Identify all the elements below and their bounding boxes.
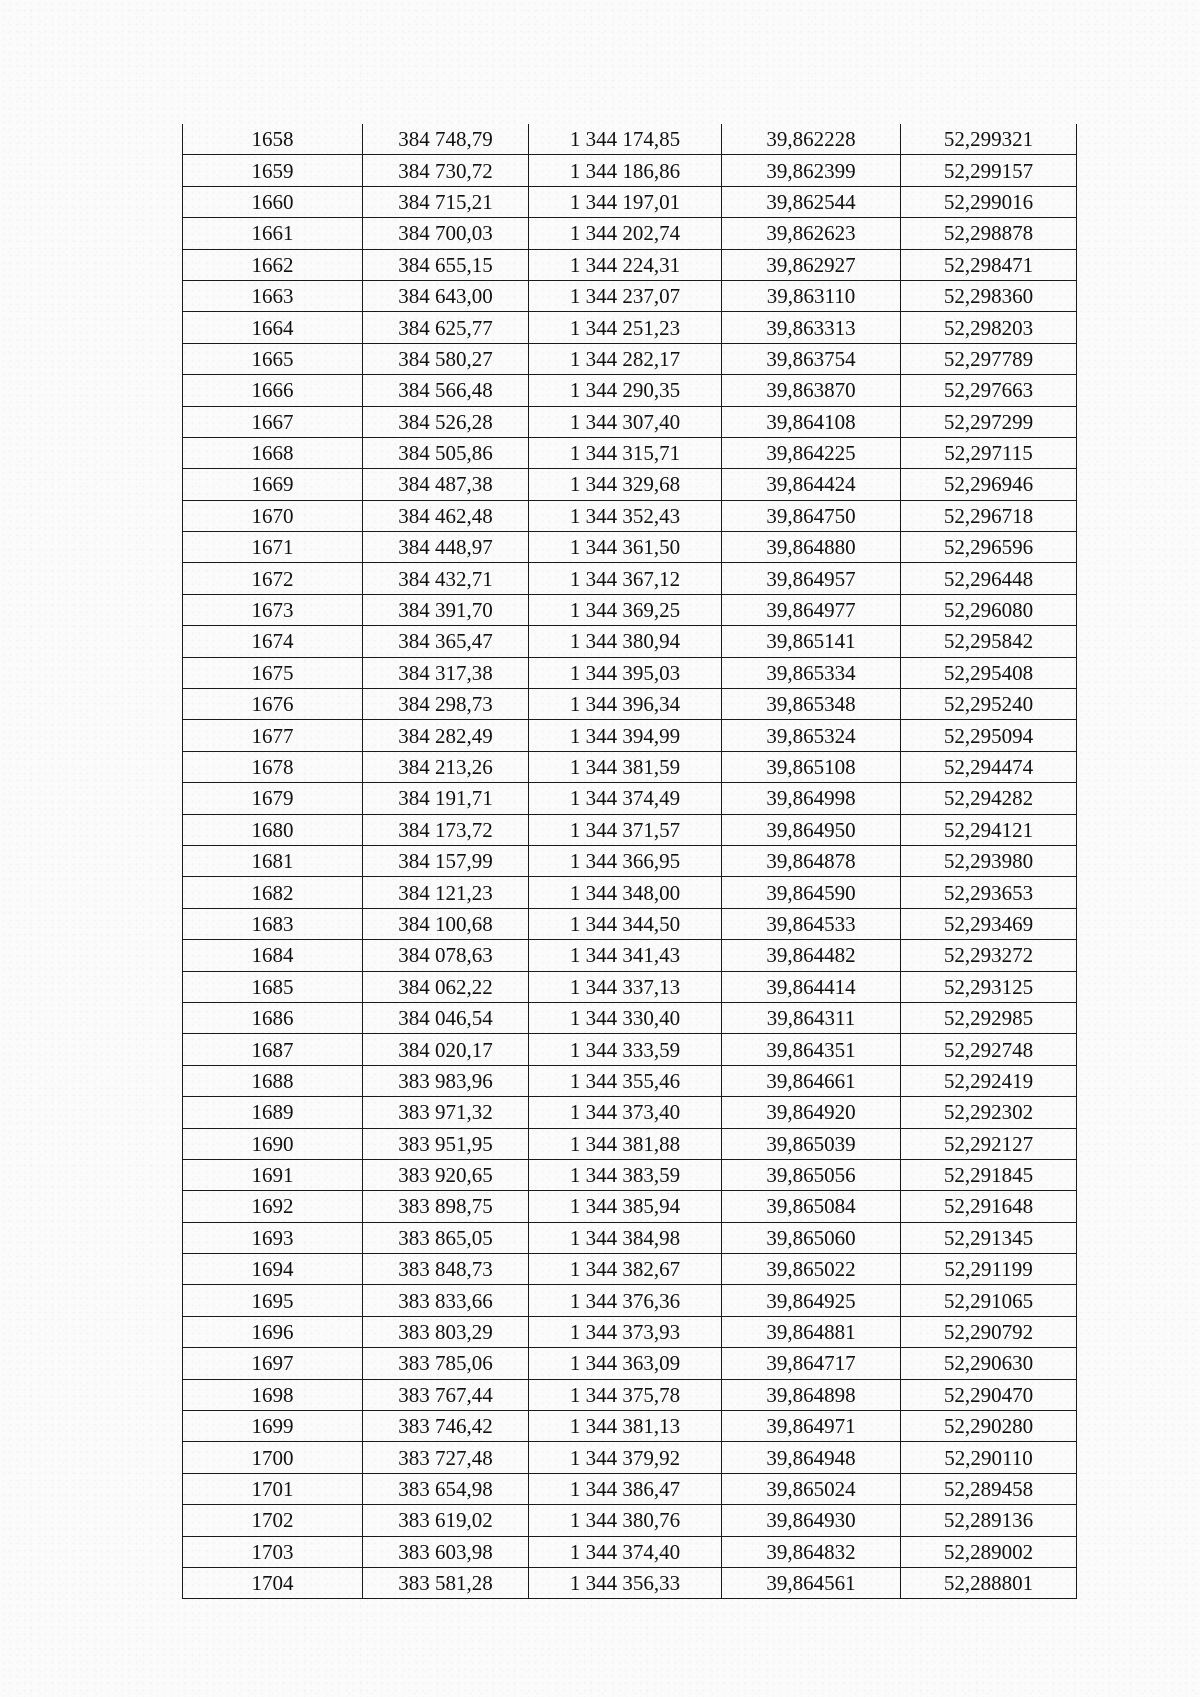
- latitude-cell: 39,864930: [722, 1505, 901, 1536]
- y-coordinate-cell: 1 344 374,49: [529, 783, 722, 814]
- y-coordinate-cell: 1 344 369,25: [529, 594, 722, 625]
- point-number-cell: 1664: [183, 312, 363, 343]
- table-row: [183, 1379, 1077, 1410]
- x-coordinate-cell: 384 505,86: [363, 437, 529, 468]
- latitude-cell: 39,865324: [722, 720, 901, 751]
- x-coordinate-cell: 384 391,70: [363, 594, 529, 625]
- y-coordinate-cell: 1 344 367,12: [529, 563, 722, 594]
- point-number-cell: 1682: [183, 877, 363, 908]
- coordinate-table: [182, 124, 1077, 1599]
- longitude-cell: 52,290792: [901, 1316, 1077, 1347]
- x-coordinate-cell: 384 100,68: [363, 908, 529, 939]
- table-row: [183, 877, 1077, 908]
- longitude-cell: 52,298203: [901, 312, 1077, 343]
- table-row: [183, 186, 1077, 217]
- table-row: [183, 1002, 1077, 1033]
- y-coordinate-cell: 1 344 382,67: [529, 1254, 722, 1285]
- y-coordinate-cell: 1 344 384,98: [529, 1222, 722, 1253]
- point-number-cell: 1673: [183, 594, 363, 625]
- y-coordinate-cell: 1 344 329,68: [529, 469, 722, 500]
- point-number-cell: 1687: [183, 1034, 363, 1065]
- latitude-cell: 39,863754: [722, 343, 901, 374]
- point-number-cell: 1658: [183, 124, 363, 155]
- y-coordinate-cell: 1 344 341,43: [529, 940, 722, 971]
- latitude-cell: 39,864424: [722, 469, 901, 500]
- y-coordinate-cell: 1 344 366,95: [529, 845, 722, 876]
- point-number-cell: 1689: [183, 1097, 363, 1128]
- latitude-cell: 39,864717: [722, 1348, 901, 1379]
- x-coordinate-cell: 383 983,96: [363, 1065, 529, 1096]
- longitude-cell: 52,290280: [901, 1411, 1077, 1442]
- point-number-cell: 1674: [183, 626, 363, 657]
- x-coordinate-cell: 384 157,99: [363, 845, 529, 876]
- y-coordinate-cell: 1 344 380,76: [529, 1505, 722, 1536]
- longitude-cell: 52,293125: [901, 971, 1077, 1002]
- latitude-cell: 39,865056: [722, 1159, 901, 1190]
- y-coordinate-cell: 1 344 395,03: [529, 657, 722, 688]
- y-coordinate-cell: 1 344 251,23: [529, 312, 722, 343]
- point-number-cell: 1665: [183, 343, 363, 374]
- x-coordinate-cell: 384 121,23: [363, 877, 529, 908]
- y-coordinate-cell: 1 344 375,78: [529, 1379, 722, 1410]
- y-coordinate-cell: 1 344 174,85: [529, 124, 722, 155]
- point-number-cell: 1688: [183, 1065, 363, 1096]
- x-coordinate-cell: 383 785,06: [363, 1348, 529, 1379]
- y-coordinate-cell: 1 344 371,57: [529, 814, 722, 845]
- longitude-cell: 52,289458: [901, 1473, 1077, 1504]
- table-row: [183, 751, 1077, 782]
- y-coordinate-cell: 1 344 290,35: [529, 375, 722, 406]
- x-coordinate-cell: 384 365,47: [363, 626, 529, 657]
- latitude-cell: 39,862927: [722, 249, 901, 280]
- x-coordinate-cell: 383 833,66: [363, 1285, 529, 1316]
- latitude-cell: 39,864880: [722, 532, 901, 563]
- latitude-cell: 39,864108: [722, 406, 901, 437]
- x-coordinate-cell: 383 581,28: [363, 1567, 529, 1598]
- x-coordinate-cell: 384 566,48: [363, 375, 529, 406]
- longitude-cell: 52,292127: [901, 1128, 1077, 1159]
- latitude-cell: 39,864957: [722, 563, 901, 594]
- x-coordinate-cell: 384 448,97: [363, 532, 529, 563]
- y-coordinate-cell: 1 344 333,59: [529, 1034, 722, 1065]
- x-coordinate-cell: 384 625,77: [363, 312, 529, 343]
- x-coordinate-cell: 384 173,72: [363, 814, 529, 845]
- x-coordinate-cell: 383 603,98: [363, 1536, 529, 1567]
- table-row: [183, 1128, 1077, 1159]
- table-row: [183, 437, 1077, 468]
- table-row: [183, 657, 1077, 688]
- point-number-cell: 1663: [183, 280, 363, 311]
- table-row: [183, 940, 1077, 971]
- longitude-cell: 52,291845: [901, 1159, 1077, 1190]
- table-row: [183, 1065, 1077, 1096]
- longitude-cell: 52,292985: [901, 1002, 1077, 1033]
- longitude-cell: 52,294474: [901, 751, 1077, 782]
- table-row: [183, 1254, 1077, 1285]
- x-coordinate-cell: 384 046,54: [363, 1002, 529, 1033]
- x-coordinate-cell: 384 282,49: [363, 720, 529, 751]
- point-number-cell: 1670: [183, 500, 363, 531]
- latitude-cell: 39,863870: [722, 375, 901, 406]
- y-coordinate-cell: 1 344 381,88: [529, 1128, 722, 1159]
- longitude-cell: 52,296448: [901, 563, 1077, 594]
- latitude-cell: 39,863110: [722, 280, 901, 311]
- point-number-cell: 1675: [183, 657, 363, 688]
- longitude-cell: 52,292302: [901, 1097, 1077, 1128]
- x-coordinate-cell: 384 487,38: [363, 469, 529, 500]
- longitude-cell: 52,289002: [901, 1536, 1077, 1567]
- longitude-cell: 52,298360: [901, 280, 1077, 311]
- latitude-cell: 39,864971: [722, 1411, 901, 1442]
- y-coordinate-cell: 1 344 394,99: [529, 720, 722, 751]
- point-number-cell: 1683: [183, 908, 363, 939]
- table-row: [183, 1316, 1077, 1347]
- table-row: [183, 1473, 1077, 1504]
- longitude-cell: 52,295408: [901, 657, 1077, 688]
- point-number-cell: 1680: [183, 814, 363, 845]
- longitude-cell: 52,293469: [901, 908, 1077, 939]
- table-row: [183, 594, 1077, 625]
- table-row: [183, 1505, 1077, 1536]
- y-coordinate-cell: 1 344 379,92: [529, 1442, 722, 1473]
- y-coordinate-cell: 1 344 315,71: [529, 437, 722, 468]
- point-number-cell: 1698: [183, 1379, 363, 1410]
- latitude-cell: 39,864533: [722, 908, 901, 939]
- longitude-cell: 52,288801: [901, 1567, 1077, 1598]
- longitude-cell: 52,295842: [901, 626, 1077, 657]
- table-row: [183, 124, 1077, 155]
- point-number-cell: 1667: [183, 406, 363, 437]
- point-number-cell: 1703: [183, 1536, 363, 1567]
- latitude-cell: 39,864948: [722, 1442, 901, 1473]
- y-coordinate-cell: 1 344 355,46: [529, 1065, 722, 1096]
- latitude-cell: 39,862228: [722, 124, 901, 155]
- x-coordinate-cell: 384 655,15: [363, 249, 529, 280]
- y-coordinate-cell: 1 344 344,50: [529, 908, 722, 939]
- latitude-cell: 39,864750: [722, 500, 901, 531]
- latitude-cell: 39,864561: [722, 1567, 901, 1598]
- y-coordinate-cell: 1 344 380,94: [529, 626, 722, 657]
- point-number-cell: 1692: [183, 1191, 363, 1222]
- point-number-cell: 1697: [183, 1348, 363, 1379]
- point-number-cell: 1672: [183, 563, 363, 594]
- table-row: [183, 375, 1077, 406]
- x-coordinate-cell: 383 619,02: [363, 1505, 529, 1536]
- x-coordinate-cell: 384 643,00: [363, 280, 529, 311]
- latitude-cell: 39,865348: [722, 689, 901, 720]
- x-coordinate-cell: 384 432,71: [363, 563, 529, 594]
- latitude-cell: 39,864832: [722, 1536, 901, 1567]
- longitude-cell: 52,297663: [901, 375, 1077, 406]
- table-row: [183, 1536, 1077, 1567]
- table-row: [183, 532, 1077, 563]
- longitude-cell: 52,299016: [901, 186, 1077, 217]
- point-number-cell: 1660: [183, 186, 363, 217]
- point-number-cell: 1704: [183, 1567, 363, 1598]
- longitude-cell: 52,292748: [901, 1034, 1077, 1065]
- y-coordinate-cell: 1 344 307,40: [529, 406, 722, 437]
- point-number-cell: 1679: [183, 783, 363, 814]
- table-row: [183, 814, 1077, 845]
- y-coordinate-cell: 1 344 282,17: [529, 343, 722, 374]
- longitude-cell: 52,290470: [901, 1379, 1077, 1410]
- longitude-cell: 52,294282: [901, 783, 1077, 814]
- y-coordinate-cell: 1 344 373,93: [529, 1316, 722, 1347]
- latitude-cell: 39,864482: [722, 940, 901, 971]
- y-coordinate-cell: 1 344 356,33: [529, 1567, 722, 1598]
- y-coordinate-cell: 1 344 363,09: [529, 1348, 722, 1379]
- point-number-cell: 1701: [183, 1473, 363, 1504]
- x-coordinate-cell: 384 191,71: [363, 783, 529, 814]
- point-number-cell: 1681: [183, 845, 363, 876]
- longitude-cell: 52,291345: [901, 1222, 1077, 1253]
- point-number-cell: 1695: [183, 1285, 363, 1316]
- latitude-cell: 39,865024: [722, 1473, 901, 1504]
- point-number-cell: 1668: [183, 437, 363, 468]
- longitude-cell: 52,297789: [901, 343, 1077, 374]
- x-coordinate-cell: 383 951,95: [363, 1128, 529, 1159]
- point-number-cell: 1678: [183, 751, 363, 782]
- x-coordinate-cell: 384 526,28: [363, 406, 529, 437]
- coordinate-table-container: [182, 124, 1076, 1599]
- point-number-cell: 1671: [183, 532, 363, 563]
- y-coordinate-cell: 1 344 237,07: [529, 280, 722, 311]
- x-coordinate-cell: 383 767,44: [363, 1379, 529, 1410]
- latitude-cell: 39,864414: [722, 971, 901, 1002]
- longitude-cell: 52,298471: [901, 249, 1077, 280]
- table-row: [183, 500, 1077, 531]
- latitude-cell: 39,864881: [722, 1316, 901, 1347]
- longitude-cell: 52,289136: [901, 1505, 1077, 1536]
- x-coordinate-cell: 383 865,05: [363, 1222, 529, 1253]
- longitude-cell: 52,299321: [901, 124, 1077, 155]
- longitude-cell: 52,293272: [901, 940, 1077, 971]
- table-row: [183, 1442, 1077, 1473]
- x-coordinate-cell: 384 715,21: [363, 186, 529, 217]
- x-coordinate-cell: 383 971,32: [363, 1097, 529, 1128]
- x-coordinate-cell: 384 748,79: [363, 124, 529, 155]
- table-row: [183, 312, 1077, 343]
- longitude-cell: 52,291065: [901, 1285, 1077, 1316]
- point-number-cell: 1666: [183, 375, 363, 406]
- x-coordinate-cell: 384 020,17: [363, 1034, 529, 1065]
- point-number-cell: 1677: [183, 720, 363, 751]
- y-coordinate-cell: 1 344 197,01: [529, 186, 722, 217]
- point-number-cell: 1700: [183, 1442, 363, 1473]
- point-number-cell: 1691: [183, 1159, 363, 1190]
- x-coordinate-cell: 384 317,38: [363, 657, 529, 688]
- longitude-cell: 52,290630: [901, 1348, 1077, 1379]
- x-coordinate-cell: 384 700,03: [363, 218, 529, 249]
- table-row: [183, 469, 1077, 500]
- table-row: [183, 720, 1077, 751]
- x-coordinate-cell: 384 062,22: [363, 971, 529, 1002]
- latitude-cell: 39,864661: [722, 1065, 901, 1096]
- point-number-cell: 1694: [183, 1254, 363, 1285]
- point-number-cell: 1661: [183, 218, 363, 249]
- table-row: [183, 249, 1077, 280]
- x-coordinate-cell: 384 462,48: [363, 500, 529, 531]
- point-number-cell: 1693: [183, 1222, 363, 1253]
- latitude-cell: 39,865039: [722, 1128, 901, 1159]
- point-number-cell: 1702: [183, 1505, 363, 1536]
- latitude-cell: 39,864225: [722, 437, 901, 468]
- x-coordinate-cell: 383 746,42: [363, 1411, 529, 1442]
- longitude-cell: 52,298878: [901, 218, 1077, 249]
- point-number-cell: 1690: [183, 1128, 363, 1159]
- latitude-cell: 39,864977: [722, 594, 901, 625]
- table-row: [183, 783, 1077, 814]
- latitude-cell: 39,865141: [722, 626, 901, 657]
- longitude-cell: 52,291199: [901, 1254, 1077, 1285]
- y-coordinate-cell: 1 344 224,31: [529, 249, 722, 280]
- y-coordinate-cell: 1 344 396,34: [529, 689, 722, 720]
- point-number-cell: 1662: [183, 249, 363, 280]
- y-coordinate-cell: 1 344 202,74: [529, 218, 722, 249]
- table-row: [183, 689, 1077, 720]
- latitude-cell: 39,862399: [722, 155, 901, 186]
- point-number-cell: 1699: [183, 1411, 363, 1442]
- point-number-cell: 1684: [183, 940, 363, 971]
- y-coordinate-cell: 1 344 330,40: [529, 1002, 722, 1033]
- x-coordinate-cell: 384 730,72: [363, 155, 529, 186]
- x-coordinate-cell: 383 848,73: [363, 1254, 529, 1285]
- longitude-cell: 52,293980: [901, 845, 1077, 876]
- table-row: [183, 1348, 1077, 1379]
- table-row: [183, 1159, 1077, 1190]
- x-coordinate-cell: 383 898,75: [363, 1191, 529, 1222]
- y-coordinate-cell: 1 344 381,59: [529, 751, 722, 782]
- table-row: [183, 1411, 1077, 1442]
- latitude-cell: 39,864590: [722, 877, 901, 908]
- table-row: [183, 1097, 1077, 1128]
- x-coordinate-cell: 384 078,63: [363, 940, 529, 971]
- table-row: [183, 406, 1077, 437]
- longitude-cell: 52,296596: [901, 532, 1077, 563]
- point-number-cell: 1669: [183, 469, 363, 500]
- table-row: [183, 218, 1077, 249]
- latitude-cell: 39,862544: [722, 186, 901, 217]
- y-coordinate-cell: 1 344 383,59: [529, 1159, 722, 1190]
- latitude-cell: 39,865060: [722, 1222, 901, 1253]
- table-row: [183, 1285, 1077, 1316]
- point-number-cell: 1686: [183, 1002, 363, 1033]
- point-number-cell: 1685: [183, 971, 363, 1002]
- longitude-cell: 52,294121: [901, 814, 1077, 845]
- table-row: [183, 1222, 1077, 1253]
- table-row: [183, 908, 1077, 939]
- latitude-cell: 39,862623: [722, 218, 901, 249]
- latitude-cell: 39,864311: [722, 1002, 901, 1033]
- latitude-cell: 39,863313: [722, 312, 901, 343]
- longitude-cell: 52,291648: [901, 1191, 1077, 1222]
- y-coordinate-cell: 1 344 385,94: [529, 1191, 722, 1222]
- longitude-cell: 52,299157: [901, 155, 1077, 186]
- longitude-cell: 52,297299: [901, 406, 1077, 437]
- y-coordinate-cell: 1 344 186,86: [529, 155, 722, 186]
- table-row: [183, 971, 1077, 1002]
- x-coordinate-cell: 383 654,98: [363, 1473, 529, 1504]
- latitude-cell: 39,864950: [722, 814, 901, 845]
- y-coordinate-cell: 1 344 352,43: [529, 500, 722, 531]
- point-number-cell: 1696: [183, 1316, 363, 1347]
- y-coordinate-cell: 1 344 381,13: [529, 1411, 722, 1442]
- longitude-cell: 52,296080: [901, 594, 1077, 625]
- longitude-cell: 52,292419: [901, 1065, 1077, 1096]
- table-row: [183, 155, 1077, 186]
- longitude-cell: 52,295094: [901, 720, 1077, 751]
- y-coordinate-cell: 1 344 376,36: [529, 1285, 722, 1316]
- x-coordinate-cell: 384 213,26: [363, 751, 529, 782]
- latitude-cell: 39,864925: [722, 1285, 901, 1316]
- latitude-cell: 39,865084: [722, 1191, 901, 1222]
- latitude-cell: 39,864351: [722, 1034, 901, 1065]
- longitude-cell: 52,293653: [901, 877, 1077, 908]
- longitude-cell: 52,290110: [901, 1442, 1077, 1473]
- latitude-cell: 39,864998: [722, 783, 901, 814]
- longitude-cell: 52,296718: [901, 500, 1077, 531]
- y-coordinate-cell: 1 344 374,40: [529, 1536, 722, 1567]
- table-row: [183, 1567, 1077, 1598]
- longitude-cell: 52,297115: [901, 437, 1077, 468]
- y-coordinate-cell: 1 344 348,00: [529, 877, 722, 908]
- x-coordinate-cell: 383 727,48: [363, 1442, 529, 1473]
- point-number-cell: 1659: [183, 155, 363, 186]
- x-coordinate-cell: 383 803,29: [363, 1316, 529, 1347]
- longitude-cell: 52,295240: [901, 689, 1077, 720]
- y-coordinate-cell: 1 344 337,13: [529, 971, 722, 1002]
- y-coordinate-cell: 1 344 386,47: [529, 1473, 722, 1504]
- longitude-cell: 52,296946: [901, 469, 1077, 500]
- latitude-cell: 39,864920: [722, 1097, 901, 1128]
- table-row: [183, 1034, 1077, 1065]
- x-coordinate-cell: 384 580,27: [363, 343, 529, 374]
- table-row: [183, 626, 1077, 657]
- latitude-cell: 39,865108: [722, 751, 901, 782]
- point-number-cell: 1676: [183, 689, 363, 720]
- y-coordinate-cell: 1 344 373,40: [529, 1097, 722, 1128]
- table-row: [183, 845, 1077, 876]
- y-coordinate-cell: 1 344 361,50: [529, 532, 722, 563]
- table-row: [183, 1191, 1077, 1222]
- table-row: [183, 280, 1077, 311]
- latitude-cell: 39,864898: [722, 1379, 901, 1410]
- coordinate-table-body: [183, 124, 1077, 1599]
- latitude-cell: 39,865022: [722, 1254, 901, 1285]
- latitude-cell: 39,864878: [722, 845, 901, 876]
- x-coordinate-cell: 384 298,73: [363, 689, 529, 720]
- table-row: [183, 343, 1077, 374]
- latitude-cell: 39,865334: [722, 657, 901, 688]
- table-row: [183, 563, 1077, 594]
- x-coordinate-cell: 383 920,65: [363, 1159, 529, 1190]
